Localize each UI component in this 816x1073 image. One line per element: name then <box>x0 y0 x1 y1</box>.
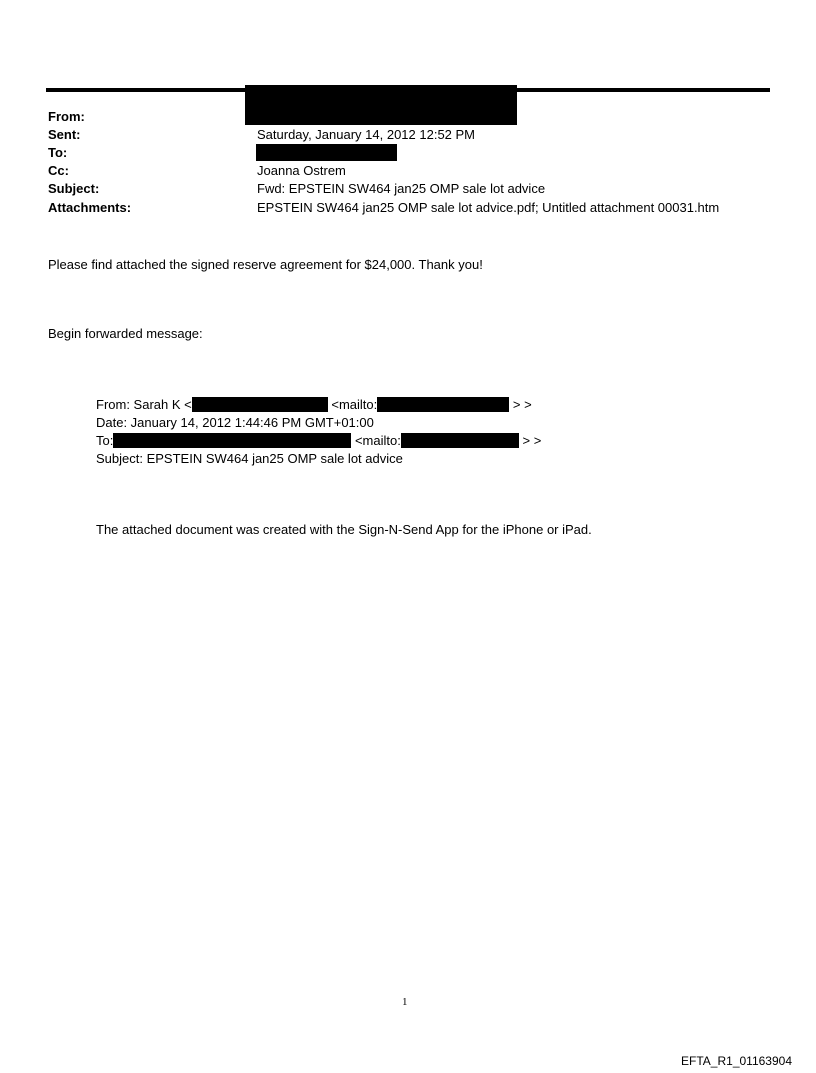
page-number: 1 <box>402 996 408 1008</box>
message-body: Please find attached the signed reserve agreement for $24,000. Thank you! <box>48 257 483 272</box>
signature-note: The attached document was created with the Sign-N-Send App for the iPhone or iPad. <box>96 522 592 537</box>
subject-value: Fwd: EPSTEIN SW464 jan25 OMP sale lot advice <box>257 181 546 196</box>
forwarded-to-email-redaction <box>401 433 519 448</box>
forwarded-to-name-redaction <box>113 433 351 448</box>
forwarded-from-prefix: From: Sarah K < <box>96 397 192 412</box>
forwarded-date-line: Date: January 14, 2012 1:44:46 PM GMT+01:00 <box>96 415 374 430</box>
forwarded-from-email-redaction <box>377 397 509 412</box>
forwarded-from-close: > > <box>512 397 532 412</box>
forwarded-to-mailto: <mailto: <box>354 433 401 448</box>
sent-value: Saturday, January 14, 2012 12:52 PM <box>257 127 476 142</box>
forwarded-from-line <box>96 397 532 413</box>
forwarded-from-mailto: <mailto: <box>331 397 378 412</box>
begin-forwarded-text: Begin forwarded message: <box>48 326 203 341</box>
from-redaction <box>245 85 517 125</box>
forwarded-from-name-redaction <box>192 397 328 412</box>
sent-label: Sent: <box>48 127 81 142</box>
forwarded-to-prefix: To: <box>96 433 114 448</box>
forwarded-to-line <box>96 433 541 449</box>
document-id: EFTA_R1_01163904 <box>681 1054 792 1068</box>
to-redaction <box>256 144 397 161</box>
forwarded-subject-line: Subject: EPSTEIN SW464 jan25 OMP sale lot advice <box>96 451 403 466</box>
to-label: To: <box>48 145 68 160</box>
subject-label: Subject: <box>48 181 100 196</box>
attachments-label: Attachments: <box>48 200 132 215</box>
from-label: From: <box>48 109 85 124</box>
forwarded-to-close: > > <box>522 433 542 448</box>
cc-label: Cc: <box>48 163 69 178</box>
cc-value: Joanna Ostrem <box>257 163 346 178</box>
attachments-value: EPSTEIN SW464 jan25 OMP sale lot advice.pdf; Untitled attachment 00031.htm <box>257 200 720 215</box>
